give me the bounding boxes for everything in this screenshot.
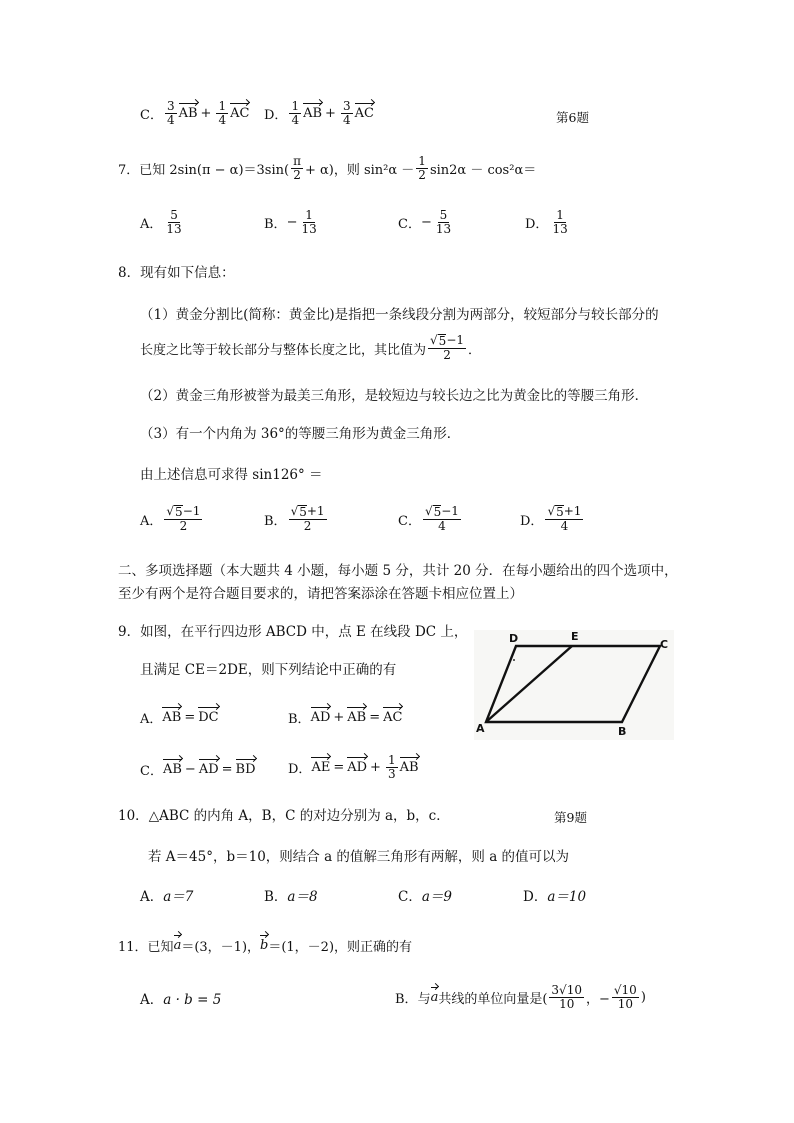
q10-condition: 若 A＝45°，b＝10，则结合 a 的值解三角形有两解，则 a 的值可以为 [148,849,570,865]
q9-option-d: D． AE = AD + $\frac{1}{3}$ AB [288,753,419,781]
vector: AB [399,760,419,775]
fraction: $\frac{3}{4}$ [166,99,175,127]
fraction: $\frac{\pi}{2}$ [293,154,301,182]
q8-stem: 8．现有如下信息： [118,265,235,281]
parallelogram-figure [474,630,674,740]
vector-a: a [173,938,182,953]
label-point-a: A [476,722,485,735]
section-2-heading-line1: 二、多项选择题（本大题共 4 小题，每小题 5 分，共计 20 分．在每小题给出的四个选项中， [118,563,678,579]
q6-option-c: C． $\frac{3}{4}$ AB + $\frac{1}{4}$ AC [140,99,250,127]
q8-option-d: D． √ 5 +1 4 [520,504,582,533]
q7-option-d: D． $\frac{1}{13}$ [525,208,568,236]
q10-option-a: A．a＝7 [140,889,194,905]
vector: AB [347,710,367,725]
fraction: √ 5 −1 2 [430,333,465,362]
q10-option-c: C．a＝9 [398,889,452,905]
vector: AC [230,106,250,121]
label-point-d: D [509,632,519,645]
q7-option-a: A． $\frac{5}{13}$ [140,208,182,236]
fraction: $\frac{1}{4}$ [291,99,300,127]
q7-stem: 7． 已知 2sin(π − α)＝3sin( $\frac{\pi}{2}$ + α)，则 sin²α － $\frac{1}{2}$ sin2α － cos²α＝ [118,154,537,182]
vector: AB [303,106,323,121]
vector: AB [162,762,182,777]
q10-stem: 10．△ABC 的内角 A，B，C 的对边分别为 a，b，c． [118,808,450,824]
q8-option-b: B． √ 5 +1 2 [264,504,325,533]
parallelogram-diagram [474,630,674,740]
q11-option-b: B． 与 a 共线的单位向量是( $\frac{3√10}{10}$ ，− $\frac{√10}{10}$ ) [395,983,646,1011]
fraction: $\frac{1}{4}$ [218,99,227,127]
vector: AE [311,760,331,775]
vector: AD [198,762,219,777]
segment-ae [486,646,572,722]
q8-info-2: （2）黄金三角形被誉为最美三角形，是较短边与较长边之比为黄金比的等腰三角形． [140,388,649,404]
q10-option-b: B．a＝8 [264,889,318,905]
vector: AB [162,710,182,725]
vector: DC [198,710,219,725]
vector: AD [310,710,331,725]
figure-caption-6: 第6题 [556,110,589,125]
section-2-heading-line2: 至少有两个是符合题目要求的，请把答案添涂在答题卡相应位置上） [118,586,523,602]
figure-caption-9: 第9题 [554,810,587,825]
q8-option-c: C． √ 5 −1 4 [398,504,459,533]
vector: AC [354,106,374,121]
fraction: $\frac{3}{4}$ [342,99,351,127]
q8-option-a: A． √ 5 −1 2 [140,504,201,533]
label-point-c: C [660,638,669,651]
vector: BD [235,762,256,777]
q11-stem: 11． 已知 a ＝(3，－1)， b ＝(1，－2)，则正确的有 [118,938,413,955]
vector-a: a [430,990,439,1005]
q7-option-b: B． − $\frac{1}{13}$ [264,208,317,236]
q9-stem-line2: 且满足 CE＝2DE，则下列结论中正确的有 [140,662,397,678]
q9-option-b: B． AD + AB = AC [288,710,403,727]
fraction: $\frac{1}{2}$ [418,154,426,182]
q8-info-1-line2: 长度之比等于较长部分与整体长度之比，其比值为 √ 5 −1 2 ． [140,333,482,362]
speck [513,659,515,661]
q7-option-c: C． − $\frac{5}{13}$ [398,208,452,236]
parallelogram-abcd [486,646,660,722]
q6-option-d: D． $\frac{1}{4}$ AB + $\frac{3}{4}$ AC [264,99,374,127]
q8-info-3: （3）有一个内角为 36°的等腰三角形为黄金三角形． [140,426,461,442]
label-point-e: E [571,630,579,643]
q8-ask: 由上述信息可求得 sin126° ＝ [140,467,323,483]
vector: AD [347,760,368,775]
q9-option-a: A． AB = DC [140,710,219,727]
q9-option-c: C． AB − AD = BD [140,762,256,779]
q9-stem-line1: 9．如图，在平行四边形 ABCD 中，点 E 在线段 DC 上， [118,624,468,640]
q8-info-1-line1: （1）黄金分割比(简称：黄金比)是指把一条线段分割为两部分，较短部分与较长部分的 [140,307,659,323]
vector: AC [383,710,403,725]
vector-b: b [260,938,269,953]
label-point-b: B [618,725,627,738]
q11-option-a: A．a · b = 5 [140,992,222,1008]
vector: AB [178,106,198,121]
q10-option-d: D．a＝10 [523,889,587,905]
